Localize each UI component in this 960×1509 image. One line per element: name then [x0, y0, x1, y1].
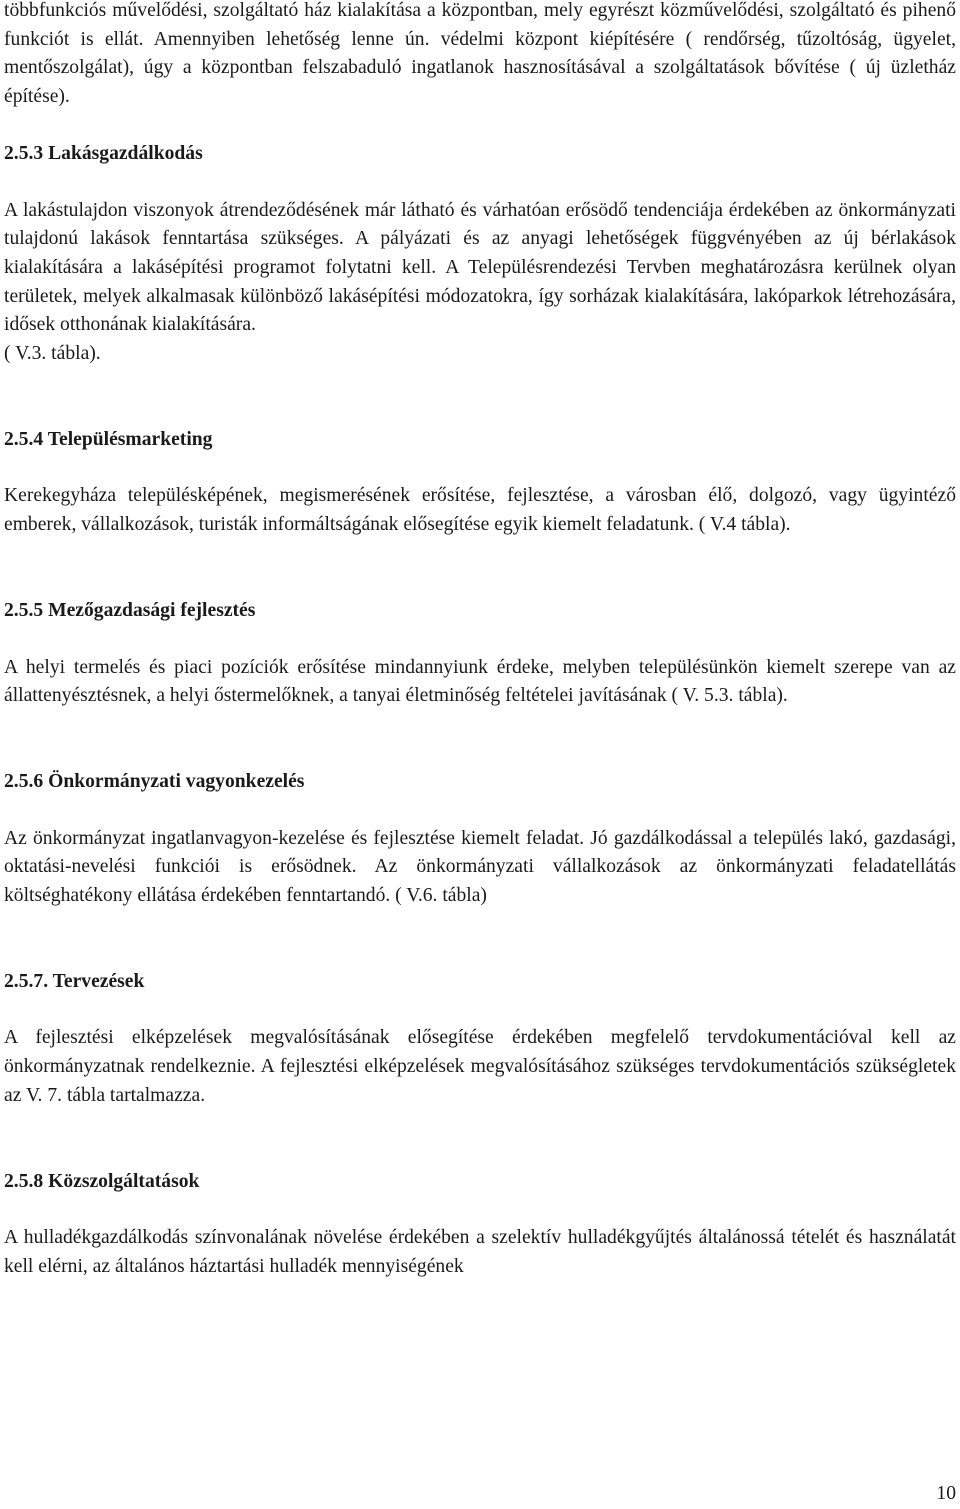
section-heading-kozszolgaltatasok: 2.5.8 Közszolgáltatások	[4, 1170, 200, 1192]
section-body-vagyonkezeles: Az önkormányzat ingatlanvagyon-kezelése és fejlesztése kiemelt feladat. Jó gazdálkodással a település lakó, gazdasági, oktatási-nevelési funkciói is erősödnek. Az önkormányzati vállalkozások az önkormányzati feladatellátás költséghatékony ellátása érdekében fenntartandó. ( V.6. tábla)	[4, 827, 956, 907]
section-table-ref-lakasgazdalkodas: ( V.3. tábla).	[4, 343, 101, 365]
section-body-telepulesmarketing: Kerekegyháza településképének, megismerésének erősítése, fejlesztése, a városban élő, dolgozó, vagy ügyintéző emberek, vállalkozások, turisták informáltságának elősegítése egyik kiemelt feladatunk. ( V.4 tábla).	[4, 485, 956, 536]
section-body-tervezesek: A fejlesztési elképzelések megvalósításának elősegítése érdekében megfelelő tervdokumentációval kell az önkormányzatnak rendelkeznie. A fejlesztési elképzelések megvalósításához szükséges tervdokumentációs szükségletek az V. 7. tábla tartalmazza.	[4, 1027, 956, 1106]
intro-paragraph: többfunkciós művelődési, szolgáltató ház kialakítása a központban, mely egyrészt közművelődési, szolgáltató és pihenő funkciót is ellát. Amennyiben lehetőség lenne ún. védelmi központ kiépítésére ( rendőrség, tűzoltóság, ügyelet, mentőszolgálat), úgy a központban felszabaduló ingatlanok hasznosításával a szolgáltatások bővítése ( új üzletház építése).	[4, 0, 956, 108]
section-body-lakasgazdalkodas: A lakástulajdon viszonyok átrendeződésének már látható és várhatóan erősödő tendenciája érdekében az önkormányzati tulajdonú lakások fenntartása szükséges. A pályázati és az anyagi lehetőségek függvényében az új bérlakások kialakítására a lakásépítési programot folytatni kell. A Településrendezési Tervben meghatározásra kerülnek olyan területek, melyek alkalmasak különböző lakásépítési módozatokra, így sorházak kialakítására, lakóparkok létrehozására, idősek otthonának kialakítására.	[4, 199, 956, 336]
page-number: 10	[936, 1483, 956, 1504]
section-heading-mezogazdasag: 2.5.5 Mezőgazdasági fejlesztés	[4, 599, 256, 621]
section-body-mezogazdasag: A helyi termelés és piaci pozíciók erősítése mindannyiunk érdeke, melyben településünkön kiemelt szerepe van az állattenyésztésnek, a helyi őstermelőknek, a tanyai életminőség feltételei javításának ( V. 5.3. tábla).	[4, 656, 956, 707]
section-heading-lakasgazdalkodas: 2.5.3 Lakásgazdálkodás	[4, 142, 203, 164]
section-heading-vagyonkezeles: 2.5.6 Önkormányzati vagyonkezelés	[4, 770, 305, 792]
section-heading-telepulesmarketing: 2.5.4 Településmarketing	[4, 428, 213, 450]
section-body-kozszolgaltatasok: A hulladékgazdálkodás színvonalának növelése érdekében a szelektív hulladékgyűjtés általánossá tételét és használatát kell elérni, az általános háztartási hulladék mennyiségének	[4, 1227, 956, 1277]
section-heading-tervezesek: 2.5.7. Tervezések	[4, 970, 145, 992]
document-page	[4, 0, 956, 1282]
